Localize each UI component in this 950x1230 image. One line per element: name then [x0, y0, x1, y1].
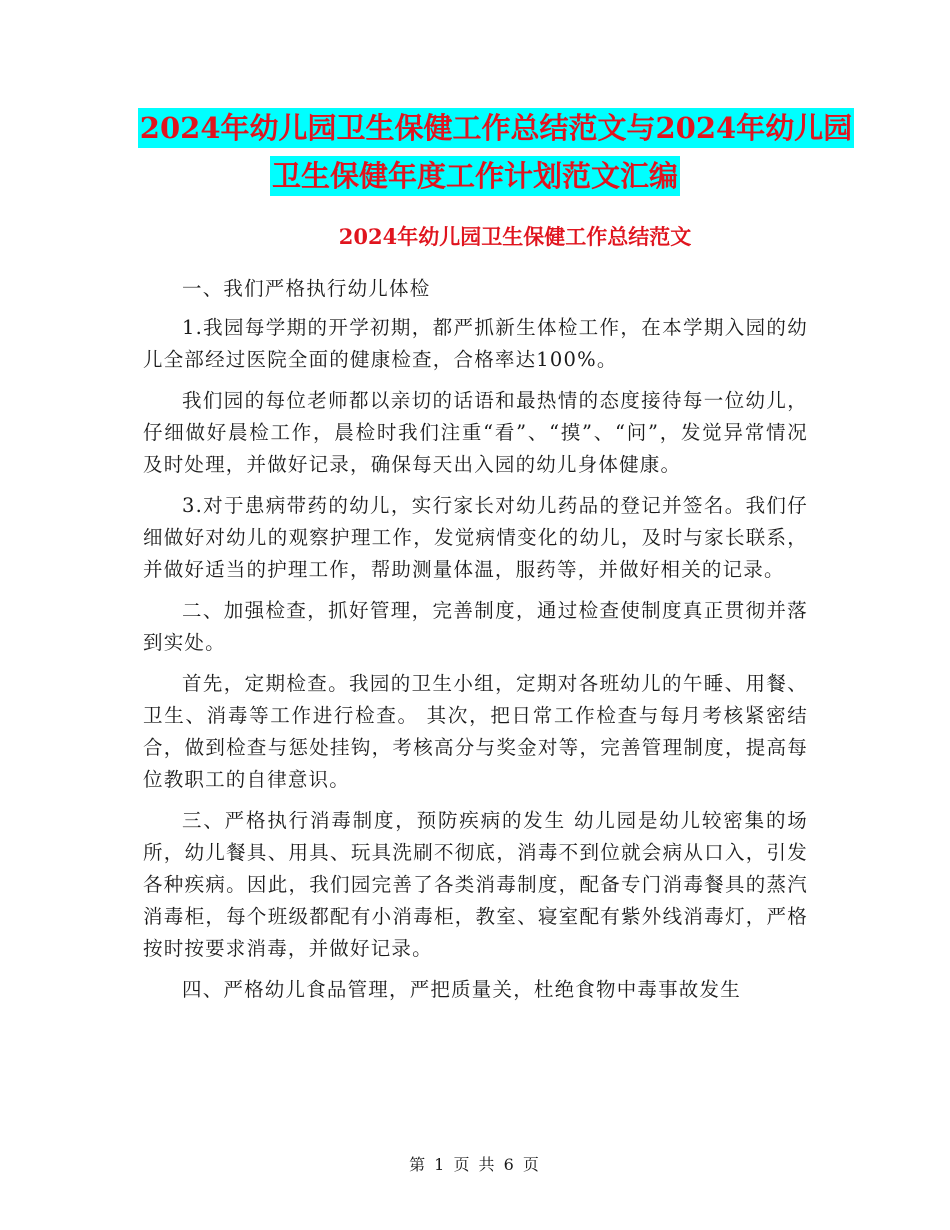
title-line-1: 2024年幼儿园卫生保健工作总结范文与2024年幼儿园	[138, 108, 854, 148]
document-title	[0, 108, 950, 196]
title-line-2: 卫生保健年度工作计划范文汇编	[270, 156, 680, 196]
paragraph: 四、严格幼儿食品管理，严把质量关，杜绝食物中毒事故发生	[182, 978, 741, 1001]
section-heading: 2024年幼儿园卫生保健工作总结范文	[338, 224, 692, 249]
paragraph: 一、我们严格执行幼儿体检	[182, 277, 431, 300]
page-number-footer: 第 1 页 共 6 页	[409, 1155, 541, 1174]
paragraph: 我们园的每位老师都以亲切的话语和最热情的态度接待每一位幼儿，仔细做好晨检工作，晨检时我们注重“看”、“摸”、“问”，发觉异常情况及时处理，并做好记录，确保每天出入园的幼儿身体健康。	[143, 389, 808, 476]
paragraph: 二、加强检查，抓好管理，完善制度，通过检查使制度真正贯彻并落到实处。	[143, 599, 808, 654]
paragraph: 3.对于患病带药的幼儿，实行家长对幼儿药品的登记并签名。我们仔细做好对幼儿的观察护理工作，发觉病情变化的幼儿，及时与家长联系，并做好适当的护理工作，帮助测量体温，服药等，并做好相关的记录。	[143, 494, 808, 581]
paragraph: 三、严格执行消毒制度，预防疾病的发生 幼儿园是幼儿较密集的场所，幼儿餐具、用具、玩具洗刷不彻底，消毒不到位就会病从口入，引发各种疾病。因此，我们园完善了各类消毒制度，配备专门消毒餐具的蒸汽消毒柜，每个班级都配有小消毒柜，教室、寝室配有紫外线消毒灯，严格按时按要求消毒，并做好记录。	[143, 809, 808, 960]
paragraph: 1.我园每学期的开学初期，都严抓新生体检工作，在本学期入园的幼儿全部经过医院全面的健康检查，合格率达100%。	[143, 316, 808, 371]
paragraph: 首先，定期检查。我园的卫生小组，定期对各班幼儿的午睡、用餐、卫生、消毒等工作进行检查。 其次，把日常工作检查与每月考核紧密结合，做到检查与惩处挂钩，考核高分与奖金对等，完善管理制度，提高每位教职工的自律意识。	[143, 672, 808, 791]
document-body	[143, 275, 808, 1006]
